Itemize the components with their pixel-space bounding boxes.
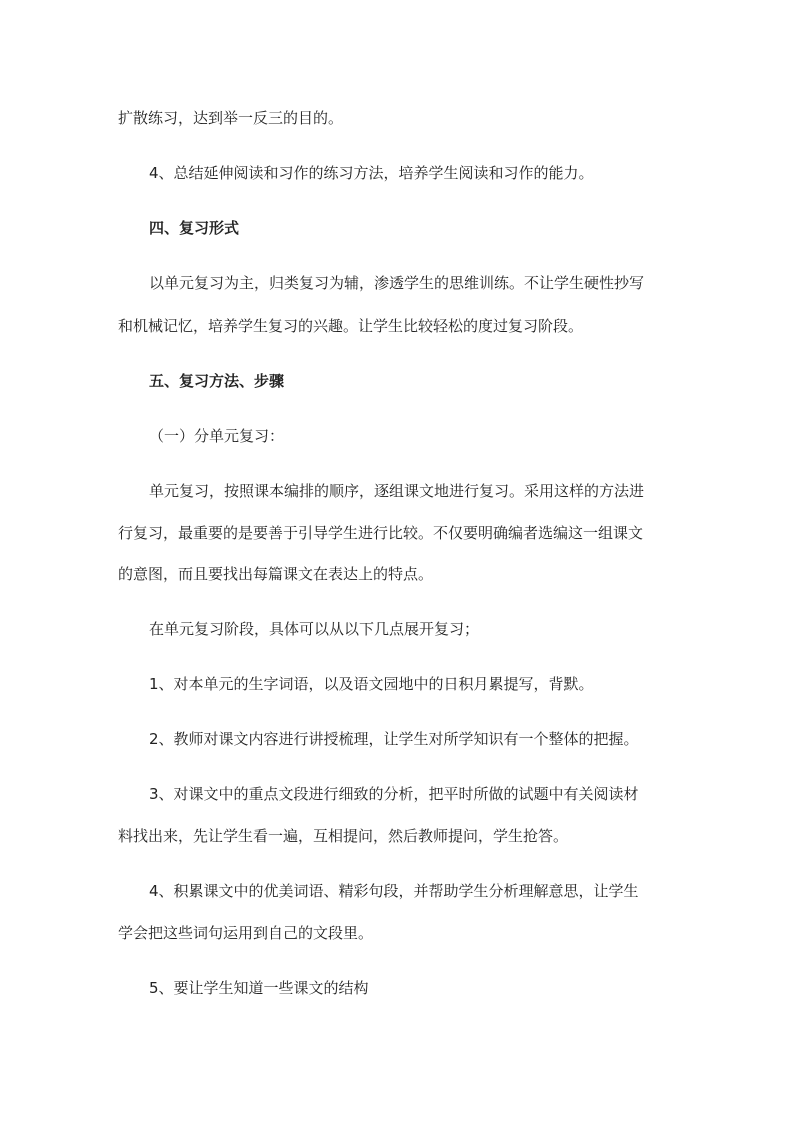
list-item: 5、要让学生知道一些课文的结构 bbox=[149, 979, 369, 997]
subsection-heading: （一）分单元复习： bbox=[149, 427, 285, 445]
list-item: 3、对课文中的重点文段进行细致的分析，把平时所做的试题中有关阅读材 bbox=[149, 785, 639, 803]
section-heading: 五、复习方法、步骤 bbox=[149, 372, 285, 390]
paragraph-line: 和机械记忆，培养学生复习的兴趣。让学生比较轻松的度过复习阶段。 bbox=[118, 317, 584, 335]
paragraph-line: 学会把这些词句运用到自己的文段里。 bbox=[118, 924, 374, 942]
section-heading: 四、复习形式 bbox=[149, 219, 240, 237]
paragraph-line: 单元复习，按照课本编排的顺序，逐组课文地进行复习。采用这样的方法进 bbox=[149, 482, 645, 500]
list-item: 2、教师对课文内容进行讲授梳理，让学生对所学知识有一个整体的把握。 bbox=[149, 730, 639, 748]
paragraph-line: 4、总结延伸阅读和习作的练习方法，培养学生阅读和习作的能力。 bbox=[149, 164, 594, 182]
paragraph-line: 在单元复习阶段，具体可以从以下几点展开复习； bbox=[149, 620, 480, 638]
list-item: 1、对本单元的生字词语，以及语文园地中的日积月累提写，背默。 bbox=[149, 675, 594, 693]
paragraph-line: 料找出来，先让学生看一遍，互相提问，然后教师提问，学生抢答。 bbox=[118, 827, 569, 845]
paragraph-line: 的意图，而且要找出每篇课文在表达上的特点。 bbox=[118, 565, 434, 583]
paragraph-line: 行复习，最重要的是要善于引导学生进行比较。不仅要明确编者选编这一组课文 bbox=[118, 524, 644, 542]
list-item: 4、积累课文中的优美词语、精彩句段，并帮助学生分析理解意思，让学生 bbox=[149, 882, 639, 900]
paragraph-line: 以单元复习为主，归类复习为辅，渗透学生的思维训练。不让学生硬性抄写 bbox=[149, 274, 645, 292]
paragraph-line: 扩散练习，达到举一反三的目的。 bbox=[118, 109, 344, 127]
